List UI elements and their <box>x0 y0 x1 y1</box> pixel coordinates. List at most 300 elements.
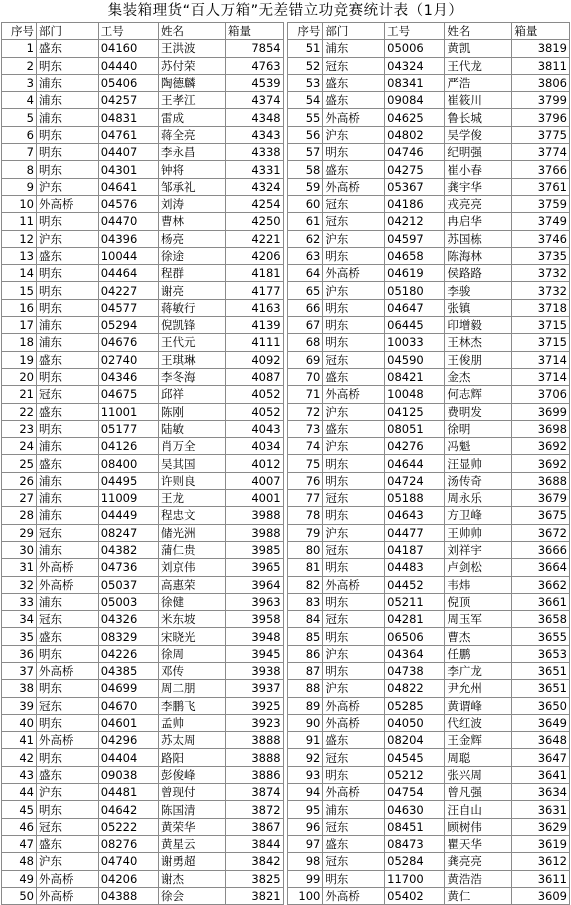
cell-index: 15 <box>2 282 37 299</box>
header-index: 序号 <box>2 23 37 40</box>
cell-staff-id: 08276 <box>98 835 158 852</box>
cell-box-count: 3688 <box>512 472 570 489</box>
cell-department: 明东 <box>36 57 98 74</box>
cell-index: 61 <box>288 213 323 230</box>
cell-name: 苏付荣 <box>158 57 225 74</box>
table-row <box>2 680 284 697</box>
cell-index: 98 <box>288 853 323 870</box>
cell-department: 沪东 <box>36 853 98 870</box>
cell-index: 94 <box>288 784 323 801</box>
cell-index: 95 <box>288 801 323 818</box>
cell-department: 浦东 <box>36 438 98 455</box>
cell-name: 彭俊峰 <box>158 766 225 783</box>
table-row <box>2 126 284 143</box>
cell-index: 81 <box>288 559 323 576</box>
cell-name: 王琪琳 <box>158 351 225 368</box>
cell-box-count: 3766 <box>512 161 570 178</box>
cell-index: 46 <box>2 818 37 835</box>
table-row <box>2 438 284 455</box>
cell-box-count: 3867 <box>225 818 283 835</box>
table-row <box>2 576 284 593</box>
cell-index: 91 <box>288 732 323 749</box>
cell-department: 浦东 <box>323 40 385 57</box>
cell-index: 41 <box>2 732 37 749</box>
cell-index: 96 <box>288 818 323 835</box>
cell-name: 费明发 <box>445 403 512 420</box>
cell-box-count: 3811 <box>512 57 570 74</box>
cell-box-count: 3964 <box>225 576 283 593</box>
table-row <box>288 368 570 385</box>
cell-staff-id: 11001 <box>98 403 158 420</box>
cell-name: 汤传奇 <box>445 472 512 489</box>
cell-name: 徐会 <box>158 887 225 904</box>
cell-index: 18 <box>2 334 37 351</box>
cell-box-count: 3759 <box>512 195 570 212</box>
cell-staff-id: 10033 <box>385 334 445 351</box>
cell-box-count: 3735 <box>512 247 570 264</box>
cell-staff-id: 05367 <box>385 178 445 195</box>
cell-department: 明东 <box>323 247 385 264</box>
cell-index: 53 <box>288 74 323 91</box>
cell-name: 龚宇华 <box>445 178 512 195</box>
table-row <box>288 611 570 628</box>
cell-name: 李冬海 <box>158 368 225 385</box>
table-row <box>288 593 570 610</box>
cell-department: 盛东 <box>323 161 385 178</box>
cell-box-count: 3651 <box>512 680 570 697</box>
cell-name: 崔小春 <box>445 161 512 178</box>
cell-staff-id: 04630 <box>385 801 445 818</box>
cell-box-count: 3948 <box>225 628 283 645</box>
cell-staff-id: 08051 <box>385 420 445 437</box>
table-row <box>288 559 570 576</box>
cell-department: 盛东 <box>36 455 98 472</box>
cell-name: 鲁长城 <box>445 109 512 126</box>
cell-department: 外高桥 <box>323 697 385 714</box>
table-row <box>2 559 284 576</box>
cell-box-count: 3799 <box>512 92 570 109</box>
cell-staff-id: 04160 <box>98 40 158 57</box>
table-row <box>288 109 570 126</box>
cell-box-count: 3662 <box>512 576 570 593</box>
cell-box-count: 3612 <box>512 853 570 870</box>
cell-box-count: 3631 <box>512 801 570 818</box>
cell-box-count: 3819 <box>512 40 570 57</box>
cell-index: 35 <box>2 628 37 645</box>
cell-name: 崔筱川 <box>445 92 512 109</box>
cell-box-count: 3988 <box>225 507 283 524</box>
cell-name: 吴其国 <box>158 455 225 472</box>
cell-index: 47 <box>2 835 37 852</box>
cell-staff-id: 04761 <box>98 126 158 143</box>
cell-index: 38 <box>2 680 37 697</box>
table-row <box>288 835 570 852</box>
cell-box-count: 4087 <box>225 368 283 385</box>
cell-department: 浦东 <box>36 507 98 524</box>
cell-name: 陈国清 <box>158 801 225 818</box>
cell-index: 97 <box>288 835 323 852</box>
cell-box-count: 3958 <box>225 611 283 628</box>
cell-name: 高惠荣 <box>158 576 225 593</box>
cell-index: 70 <box>288 368 323 385</box>
cell-box-count: 3655 <box>512 628 570 645</box>
cell-department: 沪东 <box>323 524 385 541</box>
cell-index: 23 <box>2 420 37 437</box>
table-row <box>288 662 570 679</box>
cell-index: 16 <box>2 299 37 316</box>
cell-department: 外高桥 <box>323 714 385 731</box>
cell-department: 明东 <box>36 368 98 385</box>
cell-name: 黄谓峰 <box>445 697 512 714</box>
cell-name: 程群 <box>158 265 225 282</box>
cell-index: 84 <box>288 611 323 628</box>
cell-name: 印增毅 <box>445 317 512 334</box>
cell-box-count: 3842 <box>225 853 283 870</box>
cell-index: 31 <box>2 559 37 576</box>
cell-index: 7 <box>2 144 37 161</box>
cell-name: 王林杰 <box>445 334 512 351</box>
header-name: 姓名 <box>158 23 225 40</box>
cell-box-count: 4374 <box>225 92 283 109</box>
cell-department: 冠东 <box>36 611 98 628</box>
cell-staff-id: 04326 <box>98 611 158 628</box>
page-title: 集装箱理货“百人万箱”无差错立功竞赛统计表（1月） <box>107 3 464 19</box>
cell-name: 吴学俊 <box>445 126 512 143</box>
cell-department: 冠东 <box>323 57 385 74</box>
cell-index: 67 <box>288 317 323 334</box>
cell-name: 谢亮 <box>158 282 225 299</box>
cell-department: 明东 <box>36 265 98 282</box>
cell-department: 冠东 <box>323 541 385 558</box>
right-table <box>287 22 570 905</box>
table-row <box>288 784 570 801</box>
cell-name: 王代龙 <box>445 57 512 74</box>
cell-box-count: 3699 <box>512 403 570 420</box>
cell-department: 明东 <box>323 144 385 161</box>
cell-staff-id: 04481 <box>98 784 158 801</box>
cell-staff-id: 04724 <box>385 472 445 489</box>
cell-name: 苏太周 <box>158 732 225 749</box>
cell-box-count: 4163 <box>225 299 283 316</box>
table-row <box>2 403 284 420</box>
cell-box-count: 3796 <box>512 109 570 126</box>
cell-department: 外高桥 <box>36 870 98 887</box>
cell-index: 28 <box>2 507 37 524</box>
cell-index: 79 <box>288 524 323 541</box>
cell-box-count: 3872 <box>225 801 283 818</box>
table-row <box>2 732 284 749</box>
cell-index: 27 <box>2 490 37 507</box>
cell-index: 54 <box>288 92 323 109</box>
cell-staff-id: 04440 <box>98 57 158 74</box>
table-row <box>288 541 570 558</box>
cell-name: 陆敏 <box>158 420 225 437</box>
cell-department: 外高桥 <box>323 576 385 593</box>
table-row <box>2 351 284 368</box>
header-box-count: 箱量 <box>512 23 570 40</box>
cell-name: 蒲仁贵 <box>158 541 225 558</box>
cell-box-count: 3714 <box>512 368 570 385</box>
cell-box-count: 3641 <box>512 766 570 783</box>
cell-department: 明东 <box>323 507 385 524</box>
header-department: 部门 <box>36 23 98 40</box>
cell-staff-id: 04257 <box>98 92 158 109</box>
cell-staff-id: 04601 <box>98 714 158 731</box>
cell-box-count: 3945 <box>225 645 283 662</box>
cell-staff-id: 04642 <box>98 801 158 818</box>
table-row <box>288 265 570 282</box>
table-row <box>2 818 284 835</box>
cell-department: 盛东 <box>323 420 385 437</box>
cell-name: 侯路路 <box>445 265 512 282</box>
cell-index: 36 <box>2 645 37 662</box>
header-department: 部门 <box>323 23 385 40</box>
table-row <box>288 420 570 437</box>
cell-department: 明东 <box>323 593 385 610</box>
cell-staff-id: 04625 <box>385 109 445 126</box>
cell-department: 明东 <box>36 714 98 731</box>
cell-box-count: 4092 <box>225 351 283 368</box>
left-table <box>1 22 284 905</box>
cell-name: 徐健 <box>158 593 225 610</box>
cell-staff-id: 04477 <box>385 524 445 541</box>
cell-name: 王孝江 <box>158 92 225 109</box>
cell-department: 冠东 <box>323 351 385 368</box>
cell-index: 50 <box>2 887 37 904</box>
cell-box-count: 3844 <box>225 835 283 852</box>
cell-box-count: 3609 <box>512 887 570 904</box>
cell-department: 外高桥 <box>323 265 385 282</box>
cell-index: 13 <box>2 247 37 264</box>
cell-box-count: 3658 <box>512 611 570 628</box>
cell-staff-id: 09084 <box>385 92 445 109</box>
cell-box-count: 4250 <box>225 213 283 230</box>
cell-name: 李广龙 <box>445 662 512 679</box>
cell-name: 李鹏飞 <box>158 697 225 714</box>
table-row <box>2 628 284 645</box>
cell-staff-id: 09038 <box>98 766 158 783</box>
cell-index: 1 <box>2 40 37 57</box>
cell-index: 52 <box>288 57 323 74</box>
cell-box-count: 4348 <box>225 109 283 126</box>
cell-name: 周永乐 <box>445 490 512 507</box>
cell-staff-id: 04699 <box>98 680 158 697</box>
table-row <box>2 161 284 178</box>
cell-staff-id: 04301 <box>98 161 158 178</box>
table-row <box>288 818 570 835</box>
cell-staff-id: 04597 <box>385 230 445 247</box>
cell-name: 徐明 <box>445 420 512 437</box>
table-row <box>288 178 570 195</box>
cell-staff-id: 08329 <box>98 628 158 645</box>
cell-name: 纪明强 <box>445 144 512 161</box>
cell-name: 汪自山 <box>445 801 512 818</box>
table-row <box>288 213 570 230</box>
cell-index: 89 <box>288 697 323 714</box>
cell-box-count: 3714 <box>512 351 570 368</box>
table-row <box>288 524 570 541</box>
cell-index: 33 <box>2 593 37 610</box>
cell-department: 浦东 <box>36 317 98 334</box>
table-row <box>2 420 284 437</box>
cell-staff-id: 04590 <box>385 351 445 368</box>
table-row <box>288 282 570 299</box>
cell-index: 43 <box>2 766 37 783</box>
cell-department: 盛东 <box>36 835 98 852</box>
cell-box-count: 3647 <box>512 749 570 766</box>
cell-name: 宋晓光 <box>158 628 225 645</box>
cell-index: 63 <box>288 247 323 264</box>
cell-index: 90 <box>288 714 323 731</box>
cell-index: 24 <box>2 438 37 455</box>
cell-name: 卢剑松 <box>445 559 512 576</box>
cell-department: 明东 <box>323 766 385 783</box>
cell-staff-id: 04407 <box>98 144 158 161</box>
cell-staff-id: 04452 <box>385 576 445 593</box>
cell-staff-id: 11009 <box>98 490 158 507</box>
cell-staff-id: 04324 <box>385 57 445 74</box>
cell-index: 59 <box>288 178 323 195</box>
table-row <box>288 628 570 645</box>
cell-box-count: 3774 <box>512 144 570 161</box>
cell-staff-id: 08451 <box>385 818 445 835</box>
cell-box-count: 4052 <box>225 386 283 403</box>
cell-department: 外高桥 <box>323 784 385 801</box>
left-table-body <box>2 23 284 905</box>
cell-name: 曹林 <box>158 213 225 230</box>
table-row <box>288 317 570 334</box>
cell-department: 盛东 <box>36 403 98 420</box>
table-row <box>2 472 284 489</box>
cell-staff-id: 04382 <box>98 541 158 558</box>
cell-staff-id: 05406 <box>98 74 158 91</box>
cell-index: 20 <box>2 368 37 385</box>
cell-staff-id: 08473 <box>385 835 445 852</box>
cell-staff-id: 04831 <box>98 109 158 126</box>
table-row <box>2 282 284 299</box>
cell-index: 29 <box>2 524 37 541</box>
cell-name: 冉启华 <box>445 213 512 230</box>
cell-box-count: 3634 <box>512 784 570 801</box>
cell-name: 王龙 <box>158 490 225 507</box>
header-box-count: 箱量 <box>225 23 283 40</box>
cell-box-count: 3648 <box>512 732 570 749</box>
table-row <box>288 697 570 714</box>
cell-staff-id: 04364 <box>385 645 445 662</box>
table-row <box>288 92 570 109</box>
cell-box-count: 3692 <box>512 455 570 472</box>
cell-department: 冠东 <box>36 386 98 403</box>
cell-box-count: 3938 <box>225 662 283 679</box>
cell-box-count: 4001 <box>225 490 283 507</box>
table-row <box>2 368 284 385</box>
cell-box-count: 7854 <box>225 40 283 57</box>
cell-name: 黄浩浩 <box>445 870 512 887</box>
cell-department: 明东 <box>323 559 385 576</box>
cell-staff-id: 04281 <box>385 611 445 628</box>
cell-name: 韦炜 <box>445 576 512 593</box>
cell-index: 42 <box>2 749 37 766</box>
cell-name: 邓传 <box>158 662 225 679</box>
table-row <box>288 299 570 316</box>
cell-name: 周二朋 <box>158 680 225 697</box>
cell-box-count: 4331 <box>225 161 283 178</box>
table-row <box>2 230 284 247</box>
table-row <box>288 161 570 178</box>
cell-name: 苏国栋 <box>445 230 512 247</box>
cell-name: 戎亮亮 <box>445 195 512 212</box>
cell-name: 许则良 <box>158 472 225 489</box>
table-row <box>288 195 570 212</box>
table-row <box>288 870 570 887</box>
table-row <box>288 57 570 74</box>
cell-name: 路阳 <box>158 749 225 766</box>
cell-staff-id: 08341 <box>385 74 445 91</box>
tables-container <box>1 22 570 903</box>
table-row <box>288 334 570 351</box>
cell-staff-id: 04050 <box>385 714 445 731</box>
cell-index: 75 <box>288 455 323 472</box>
cell-staff-id: 04483 <box>385 559 445 576</box>
cell-index: 11 <box>2 213 37 230</box>
cell-name: 何志辉 <box>445 386 512 403</box>
table-row <box>288 645 570 662</box>
cell-staff-id: 05188 <box>385 490 445 507</box>
cell-staff-id: 04464 <box>98 265 158 282</box>
cell-box-count: 4052 <box>225 403 283 420</box>
cell-name: 米东坡 <box>158 611 225 628</box>
cell-box-count: 4206 <box>225 247 283 264</box>
cell-index: 80 <box>288 541 323 558</box>
cell-box-count: 3825 <box>225 870 283 887</box>
cell-staff-id: 04226 <box>98 645 158 662</box>
cell-staff-id: 08204 <box>385 732 445 749</box>
cell-department: 明东 <box>323 334 385 351</box>
cell-department: 外高桥 <box>36 576 98 593</box>
cell-box-count: 4034 <box>225 438 283 455</box>
table-row <box>288 507 570 524</box>
cell-department: 明东 <box>36 213 98 230</box>
cell-department: 沪东 <box>323 438 385 455</box>
cell-staff-id: 11700 <box>385 870 445 887</box>
cell-department: 盛东 <box>323 74 385 91</box>
cell-name: 冯魁 <box>445 438 512 455</box>
cell-department: 浦东 <box>36 472 98 489</box>
cell-index: 21 <box>2 386 37 403</box>
table-row <box>2 853 284 870</box>
cell-name: 刘祥宇 <box>445 541 512 558</box>
cell-index: 62 <box>288 230 323 247</box>
header-staff-id: 工号 <box>98 23 158 40</box>
table-row <box>2 887 284 904</box>
cell-department: 沪东 <box>36 230 98 247</box>
cell-box-count: 3985 <box>225 541 283 558</box>
cell-name: 徐途 <box>158 247 225 264</box>
cell-staff-id: 04186 <box>385 195 445 212</box>
cell-name: 龚亮亮 <box>445 853 512 870</box>
cell-name: 周玉军 <box>445 611 512 628</box>
cell-index: 8 <box>2 161 37 178</box>
cell-index: 6 <box>2 126 37 143</box>
cell-box-count: 3661 <box>512 593 570 610</box>
cell-index: 19 <box>2 351 37 368</box>
cell-name: 邱祥 <box>158 386 225 403</box>
cell-name: 李骏 <box>445 282 512 299</box>
cell-name: 徐周 <box>158 645 225 662</box>
cell-staff-id: 10048 <box>385 386 445 403</box>
cell-name: 蒋敏行 <box>158 299 225 316</box>
cell-box-count: 3718 <box>512 299 570 316</box>
